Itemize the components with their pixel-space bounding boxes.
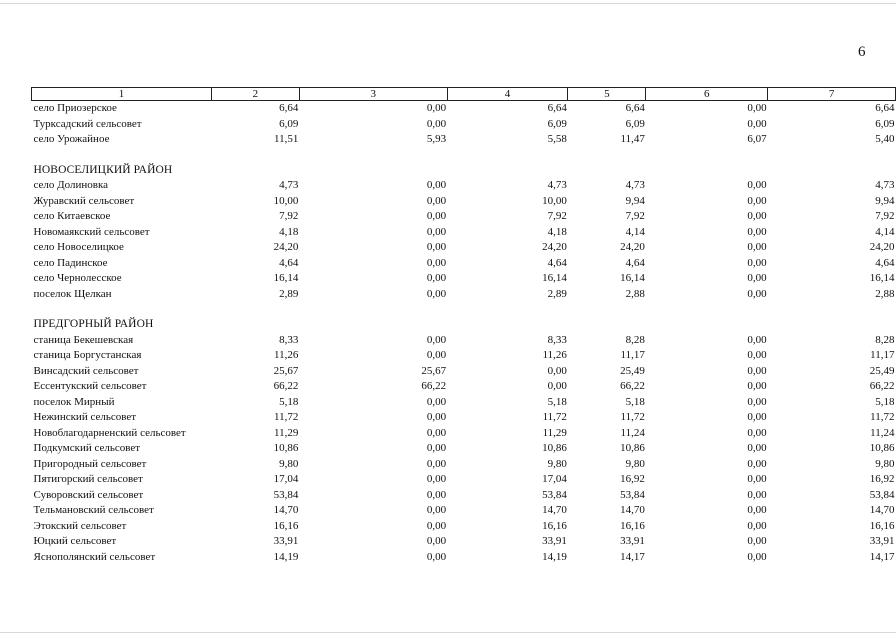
value-cell-col-7: 11,17	[870, 349, 895, 361]
value-cell-col-3: 0,00	[426, 117, 447, 130]
value-cell-col-2: 4,18	[279, 225, 299, 238]
value-cell-col-7: 4,64	[875, 256, 895, 269]
value-cell-col-7: 11,72	[870, 411, 895, 423]
value-cell-col-3: 0,00	[426, 256, 447, 269]
value-cell-col-5: 6,64	[625, 102, 645, 114]
value-cell-col-5: 24,20	[620, 241, 645, 253]
value-cell-col-2: 8,33	[279, 333, 299, 346]
table-row	[32, 488, 896, 504]
value-cell-col-7: 14,70	[869, 504, 895, 516]
value-cell-col-2: 14,70	[273, 504, 299, 516]
value-cell-col-2: 6,09	[279, 117, 299, 130]
value-cell-col-2: 11,29	[273, 426, 299, 439]
value-cell-col-7: 33,91	[869, 535, 895, 547]
column-header-6: 6	[646, 88, 768, 101]
table-row	[32, 287, 896, 303]
value-cell-col-5: 4,73	[625, 179, 645, 191]
value-cell-col-6: 0,00	[747, 457, 767, 470]
value-cell-col-5: 6,09	[625, 117, 645, 130]
settlement-name-cell: Суворовский сельсовет	[33, 488, 144, 501]
table-row	[32, 379, 896, 395]
settlement-name-cell: Нежинский сельсовет	[33, 411, 137, 423]
value-cell-col-4: 6,09	[547, 117, 567, 130]
value-cell-col-5: 2,88	[625, 287, 645, 300]
value-cell-col-3: 0,00	[426, 504, 447, 516]
value-cell-col-4: 11,26	[542, 349, 567, 361]
value-cell-col-7: 24,20	[869, 241, 895, 253]
value-cell-col-4: 9,80	[547, 457, 567, 470]
district-heading: НОВОСЕЛИЦКИЙ РАЙОН	[33, 163, 173, 176]
district-heading-row	[32, 317, 896, 333]
value-cell-col-2: 10,00	[273, 194, 299, 207]
value-cell-col-5: 9,80	[625, 457, 645, 470]
column-header-3: 3	[299, 88, 447, 101]
value-cell-col-7: 10,86	[869, 442, 895, 454]
table-row	[32, 348, 896, 364]
value-cell-col-7: 6,64	[875, 102, 895, 114]
value-cell-col-5: 11,47	[620, 133, 645, 145]
value-cell-col-2: 16,16	[273, 519, 299, 532]
settlement-name-cell: Юцкий сельсовет	[33, 535, 117, 547]
value-cell-col-7: 14,17	[869, 550, 895, 563]
value-cell-col-2: 4,73	[279, 179, 299, 191]
value-cell-col-4: 11,29	[542, 426, 567, 439]
value-cell-col-7: 53,84	[869, 488, 895, 501]
value-cell-col-5: 11,24	[620, 426, 645, 439]
district-heading: ПРЕДГОРНЫЙ РАЙОН	[33, 318, 154, 330]
column-header-7: 7	[768, 88, 896, 101]
table-row	[32, 395, 896, 411]
settlement-name-cell: Яснополянский сельсовет	[33, 550, 156, 563]
settlement-name-cell: село Урожайное	[33, 133, 110, 145]
value-cell-col-5: 33,91	[620, 535, 645, 547]
table-row	[32, 178, 896, 194]
settlement-name-cell: село Китаевское	[33, 210, 111, 222]
table-row	[32, 117, 896, 133]
value-cell-col-3: 0,00	[426, 194, 447, 207]
value-cell-col-3: 0,00	[426, 210, 447, 222]
table-row	[32, 333, 896, 349]
settlement-name-cell: Пригородный сельсовет	[33, 457, 147, 470]
settlement-name-cell: Новомаякский сельсовет	[33, 225, 150, 238]
table-row	[32, 410, 896, 426]
value-cell-col-6: 0,00	[747, 256, 767, 269]
value-cell-col-5: 7,92	[625, 210, 645, 222]
value-cell-col-4: 2,89	[547, 287, 567, 300]
value-cell-col-2: 16,14	[273, 272, 299, 284]
column-header-2: 2	[211, 88, 299, 101]
table-row	[32, 550, 896, 566]
value-cell-col-4: 14,70	[542, 504, 567, 516]
value-cell-col-6: 6,07	[747, 133, 767, 145]
value-cell-col-4: 4,73	[547, 179, 567, 191]
table-row	[32, 256, 896, 272]
value-cell-col-6: 0,00	[747, 194, 767, 207]
value-cell-col-4: 8,33	[547, 333, 567, 346]
value-cell-col-6: 0,00	[747, 380, 767, 392]
value-cell-col-2: 4,64	[279, 256, 299, 269]
table-row	[32, 132, 896, 148]
column-header-5: 5	[568, 88, 646, 101]
value-cell-col-5: 14,70	[620, 504, 645, 516]
value-cell-col-4: 5,18	[547, 395, 567, 408]
value-cell-col-6: 0,00	[747, 225, 767, 238]
scan-edge-top	[0, 3, 896, 4]
value-cell-col-4: 7,92	[547, 210, 567, 222]
value-cell-col-6: 0,00	[747, 488, 767, 501]
value-cell-col-5: 53,84	[620, 488, 645, 501]
value-cell-col-7: 9,94	[875, 194, 895, 207]
value-cell-col-4: 16,14	[542, 272, 567, 284]
page-number: 6	[858, 44, 866, 60]
value-cell-col-3: 0,00	[426, 287, 447, 300]
value-cell-col-4: 33,91	[542, 535, 567, 547]
section-spacer	[32, 302, 896, 317]
settlement-name-cell: село Новоселицкое	[33, 241, 124, 253]
value-cell-col-2: 25,67	[273, 364, 299, 377]
value-cell-col-4: 11,72	[542, 411, 567, 423]
value-cell-col-2: 24,20	[273, 241, 299, 253]
value-cell-col-6: 0,00	[747, 364, 767, 377]
value-cell-col-7: 16,16	[869, 519, 895, 532]
value-cell-col-7: 4,14	[875, 225, 895, 238]
value-cell-col-2: 5,18	[279, 395, 299, 408]
value-cell-col-5: 16,14	[620, 272, 645, 284]
value-cell-col-4: 4,64	[547, 256, 567, 269]
district-heading-row	[32, 163, 896, 179]
value-cell-col-3: 0,00	[426, 519, 447, 532]
value-cell-col-6: 0,00	[747, 102, 767, 114]
value-cell-col-2: 11,72	[273, 411, 299, 423]
value-cell-col-6: 0,00	[747, 333, 767, 346]
value-cell-col-3: 5,93	[426, 133, 447, 145]
value-cell-col-7: 7,92	[875, 210, 895, 222]
value-cell-col-6: 0,00	[747, 473, 767, 485]
value-cell-col-3: 0,00	[426, 395, 447, 408]
value-cell-col-2: 66,22	[273, 380, 299, 392]
value-cell-col-7: 9,80	[875, 457, 895, 470]
settlement-name-cell: поселок Мирный	[33, 395, 115, 408]
value-cell-col-4: 16,16	[542, 519, 567, 532]
value-cell-col-4: 4,18	[547, 225, 567, 238]
table-row	[32, 271, 896, 287]
settlement-name-cell: Ессентукский сельсовет	[33, 380, 147, 392]
settlement-name-cell: Тельмановский сельсовет	[33, 504, 154, 516]
value-cell-col-5: 10,86	[620, 442, 645, 454]
value-cell-col-4: 24,20	[542, 241, 567, 253]
column-header-1: 1	[32, 88, 212, 101]
value-cell-col-2: 14,19	[273, 550, 299, 563]
value-cell-col-7: 11,24	[870, 426, 895, 439]
table-row	[32, 101, 896, 117]
value-cell-col-5: 11,17	[620, 349, 645, 361]
value-cell-col-4: 17,04	[542, 473, 567, 485]
table-row	[32, 426, 896, 442]
value-cell-col-7: 8,28	[875, 333, 895, 346]
value-cell-col-4: 53,84	[542, 488, 567, 501]
value-cell-col-5: 16,92	[620, 473, 645, 485]
settlement-name-cell: Пятигорский сельсовет	[33, 473, 143, 485]
value-cell-col-6: 0,00	[747, 272, 767, 284]
column-number-row	[32, 88, 896, 101]
settlement-name-cell: село Падинское	[33, 256, 108, 269]
value-cell-col-5: 11,72	[620, 411, 645, 423]
value-cell-col-3: 66,22	[421, 380, 447, 392]
spacer-cell	[32, 302, 896, 317]
settlement-name-cell: станица Бекешевская	[33, 333, 134, 346]
value-cell-col-3: 0,00	[426, 179, 447, 191]
settlement-name-cell: Этокский сельсовет	[33, 519, 127, 532]
settlement-name-cell: село Долиновка	[33, 179, 109, 191]
table-row	[32, 457, 896, 473]
value-cell-col-6: 0,00	[747, 287, 767, 300]
value-cell-col-2: 7,92	[279, 210, 299, 222]
settlement-name-cell: станица Боргустанская	[33, 349, 142, 361]
value-cell-col-2: 11,26	[273, 349, 299, 361]
settlement-name-cell: поселок Щелкан	[33, 287, 112, 300]
value-cell-col-3: 0,00	[426, 241, 447, 253]
spacer-cell	[32, 148, 896, 163]
value-cell-col-3: 25,67	[421, 364, 447, 377]
value-cell-col-2: 2,89	[279, 287, 299, 300]
table-row	[32, 519, 896, 535]
settlement-name-cell: Новоблагодарненский сельсовет	[33, 426, 186, 439]
table-row	[32, 534, 896, 550]
value-cell-col-6: 0,00	[747, 349, 767, 361]
value-cell-col-4: 0,00	[547, 380, 567, 392]
value-cell-col-6: 0,00	[747, 241, 767, 253]
budget-table	[31, 87, 896, 565]
settlement-name-cell: Винсадский сельсовет	[33, 364, 139, 377]
value-cell-col-3: 0,00	[426, 488, 447, 501]
value-cell-col-4: 10,00	[542, 194, 567, 207]
value-cell-col-2: 11,51	[273, 133, 299, 145]
value-cell-col-5: 16,16	[620, 519, 645, 532]
value-cell-col-6: 0,00	[747, 504, 767, 516]
value-cell-col-5: 8,28	[625, 333, 645, 346]
value-cell-col-5: 14,17	[620, 550, 645, 563]
value-cell-col-6: 0,00	[747, 519, 767, 532]
value-cell-col-2: 53,84	[273, 488, 299, 501]
value-cell-col-6: 0,00	[747, 395, 767, 408]
table-row	[32, 441, 896, 457]
value-cell-col-5: 66,22	[620, 380, 645, 392]
value-cell-col-5: 9,94	[625, 194, 645, 207]
table-row	[32, 503, 896, 519]
table-row	[32, 472, 896, 488]
value-cell-col-4: 10,86	[542, 442, 567, 454]
settlement-name-cell: Подкумский сельсовет	[33, 442, 141, 454]
value-cell-col-3: 0,00	[426, 349, 447, 361]
value-cell-col-3: 0,00	[426, 457, 447, 470]
value-cell-col-4: 0,00	[547, 364, 567, 377]
value-cell-col-5: 5,18	[625, 395, 645, 408]
value-cell-col-4: 5,58	[547, 133, 567, 145]
table-row	[32, 194, 896, 210]
table-row	[32, 209, 896, 225]
section-spacer	[32, 148, 896, 163]
value-cell-col-5: 25,49	[620, 364, 645, 377]
value-cell-col-7: 16,14	[869, 272, 895, 284]
value-cell-col-3: 0,00	[426, 535, 447, 547]
scan-edge-bottom	[0, 632, 896, 633]
value-cell-col-7: 66,22	[869, 380, 895, 392]
settlement-name-cell: Турксадский сельсовет	[33, 117, 142, 130]
value-cell-col-3: 0,00	[426, 333, 447, 346]
value-cell-col-4: 14,19	[542, 550, 567, 563]
table-row	[32, 225, 896, 241]
value-cell-col-2: 17,04	[273, 473, 299, 485]
value-cell-col-5: 4,64	[625, 256, 645, 269]
value-cell-col-7: 4,73	[875, 179, 895, 191]
value-cell-col-6: 0,00	[747, 550, 767, 563]
value-cell-col-3: 0,00	[426, 473, 447, 485]
value-cell-col-3: 0,00	[426, 442, 447, 454]
column-header-4: 4	[447, 88, 568, 101]
value-cell-col-4: 6,64	[547, 102, 567, 114]
value-cell-col-7: 2,88	[875, 287, 895, 300]
value-cell-col-3: 0,00	[426, 272, 447, 284]
value-cell-col-3: 0,00	[426, 426, 447, 439]
value-cell-col-7: 25,49	[869, 364, 895, 377]
value-cell-col-6: 0,00	[747, 535, 767, 547]
value-cell-col-7: 16,92	[869, 473, 895, 485]
settlement-name-cell: село Чернолесское	[33, 272, 122, 284]
table-row	[32, 240, 896, 256]
value-cell-col-6: 0,00	[747, 179, 767, 191]
value-cell-col-6: 0,00	[747, 442, 767, 454]
value-cell-col-2: 6,64	[279, 102, 299, 114]
value-cell-col-6: 0,00	[747, 117, 767, 130]
value-cell-col-3: 0,00	[426, 225, 447, 238]
value-cell-col-7: 5,40	[875, 133, 895, 145]
value-cell-col-2: 33,91	[273, 535, 299, 547]
value-cell-col-7: 6,09	[875, 117, 895, 130]
value-cell-col-7: 5,18	[875, 395, 895, 408]
value-cell-col-6: 0,00	[747, 426, 767, 439]
value-cell-col-3: 0,00	[426, 550, 447, 563]
settlement-name-cell: Журавский сельсовет	[33, 194, 135, 207]
settlement-name-cell: село Приозерское	[33, 102, 117, 114]
value-cell-col-6: 0,00	[747, 411, 767, 423]
value-cell-col-2: 10,86	[273, 442, 299, 454]
table-row	[32, 364, 896, 380]
value-cell-col-5: 4,14	[625, 225, 645, 238]
value-cell-col-3: 0,00	[426, 102, 447, 114]
value-cell-col-6: 0,00	[747, 210, 767, 222]
table-body	[32, 101, 896, 566]
value-cell-col-3: 0,00	[426, 411, 447, 423]
value-cell-col-2: 9,80	[279, 457, 299, 470]
